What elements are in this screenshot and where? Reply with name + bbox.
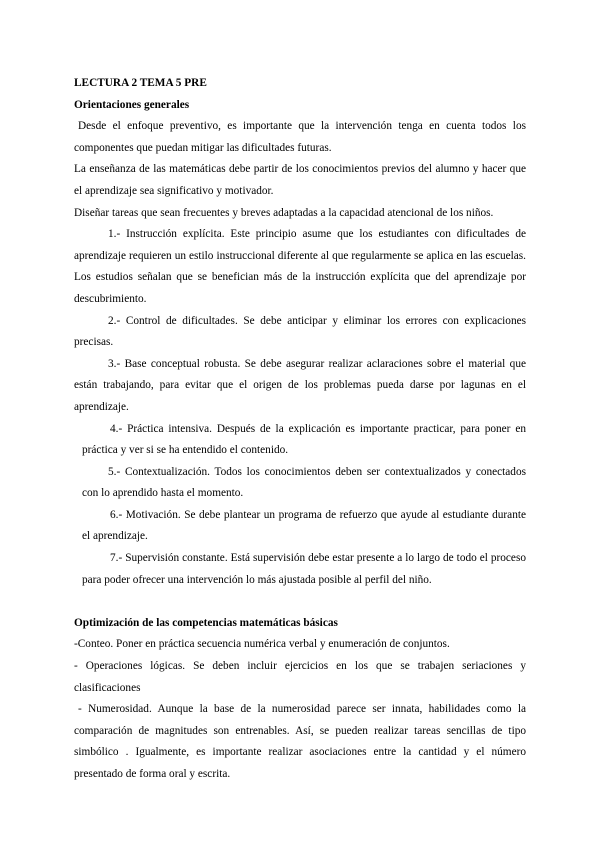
paragraph: Diseñar tareas que sean frecuentes y breves adaptadas a la capacidad atencional de los niños. [74,206,494,219]
list-item: 5.- Contextualización. Todos los conocimientos deben ser contextualizados y conectados con lo aprendido hasta el momento. [82,465,526,500]
list-item: 6.- Motivación. Se debe plantear un programa de refuerzo que ayude al estudiante durante el aprendizaje. [82,508,526,543]
document-title: LECTURA 2 TEMA 5 PRE [74,77,207,89]
list-item: 1.- Instrucción explícita. Este principio asume que los estudiantes con dificultades de aprendizaje requieren un estilo instruccional diferente al que regularmente se aplica en las escuelas. Los estudios señalan que se benefician más de la instrucción explícita que del aprendizaje por descubrimiento. [74,228,526,305]
list-item: 4.- Práctica intensiva. Después de la explicación es importante practicar, para poner en práctica y ver si se ha entendido el contenido. [82,422,526,457]
list-item: 3.- Base conceptual robusta. Se debe asegurar realizar aclaraciones sobre el material que están trabajando, para evitar que el origen de los problemas pueda darse por lagunas en el aprendizaje. [74,357,526,413]
list-item: - Numerosidad. Aunque la base de la numerosidad parece ser innata, habilidades como la comparación de magnitudes son entrenables. Así, se pueden realizar tareas sencillas de tipo simbólico . Igualmente, es importante realizar asociaciones entre la cantidad y el número presentado de forma oral y escrita. [74,703,526,780]
intro-paragraph: Desde el enfoque preventivo, es importante que la intervención tenga en cuenta todos los componentes que puedan mitigar las dificultades futuras. [74,120,526,154]
section-heading-orientaciones: Orientaciones generales [74,98,190,111]
spacer [74,591,526,613]
list-item: -Conteo. Poner en práctica secuencia numérica verbal y enumeración de conjuntos. [74,638,450,651]
list-item: - Operaciones lógicas. Se deben incluir ejercicios en los que se trabajen seriaciones y clasificaciones [74,660,526,694]
paragraph: La enseñanza de las matemáticas debe partir de los conocimientos previos del alumno y hacer que el aprendizaje sea significativo y motivador. [74,163,526,197]
document-body [74,73,526,786]
list-item: 7.- Supervisión constante. Está supervisión debe estar presente a lo largo de todo el proceso para poder ofrecer una intervención lo más ajustada posible al perfil del niño. [82,552,526,586]
section-heading-optimizacion: Optimización de las competencias matemáticas básicas [74,616,338,629]
list-item: 2.- Control de dificultades. Se debe anticipar y eliminar los errores con explicaciones precisas. [74,314,526,349]
